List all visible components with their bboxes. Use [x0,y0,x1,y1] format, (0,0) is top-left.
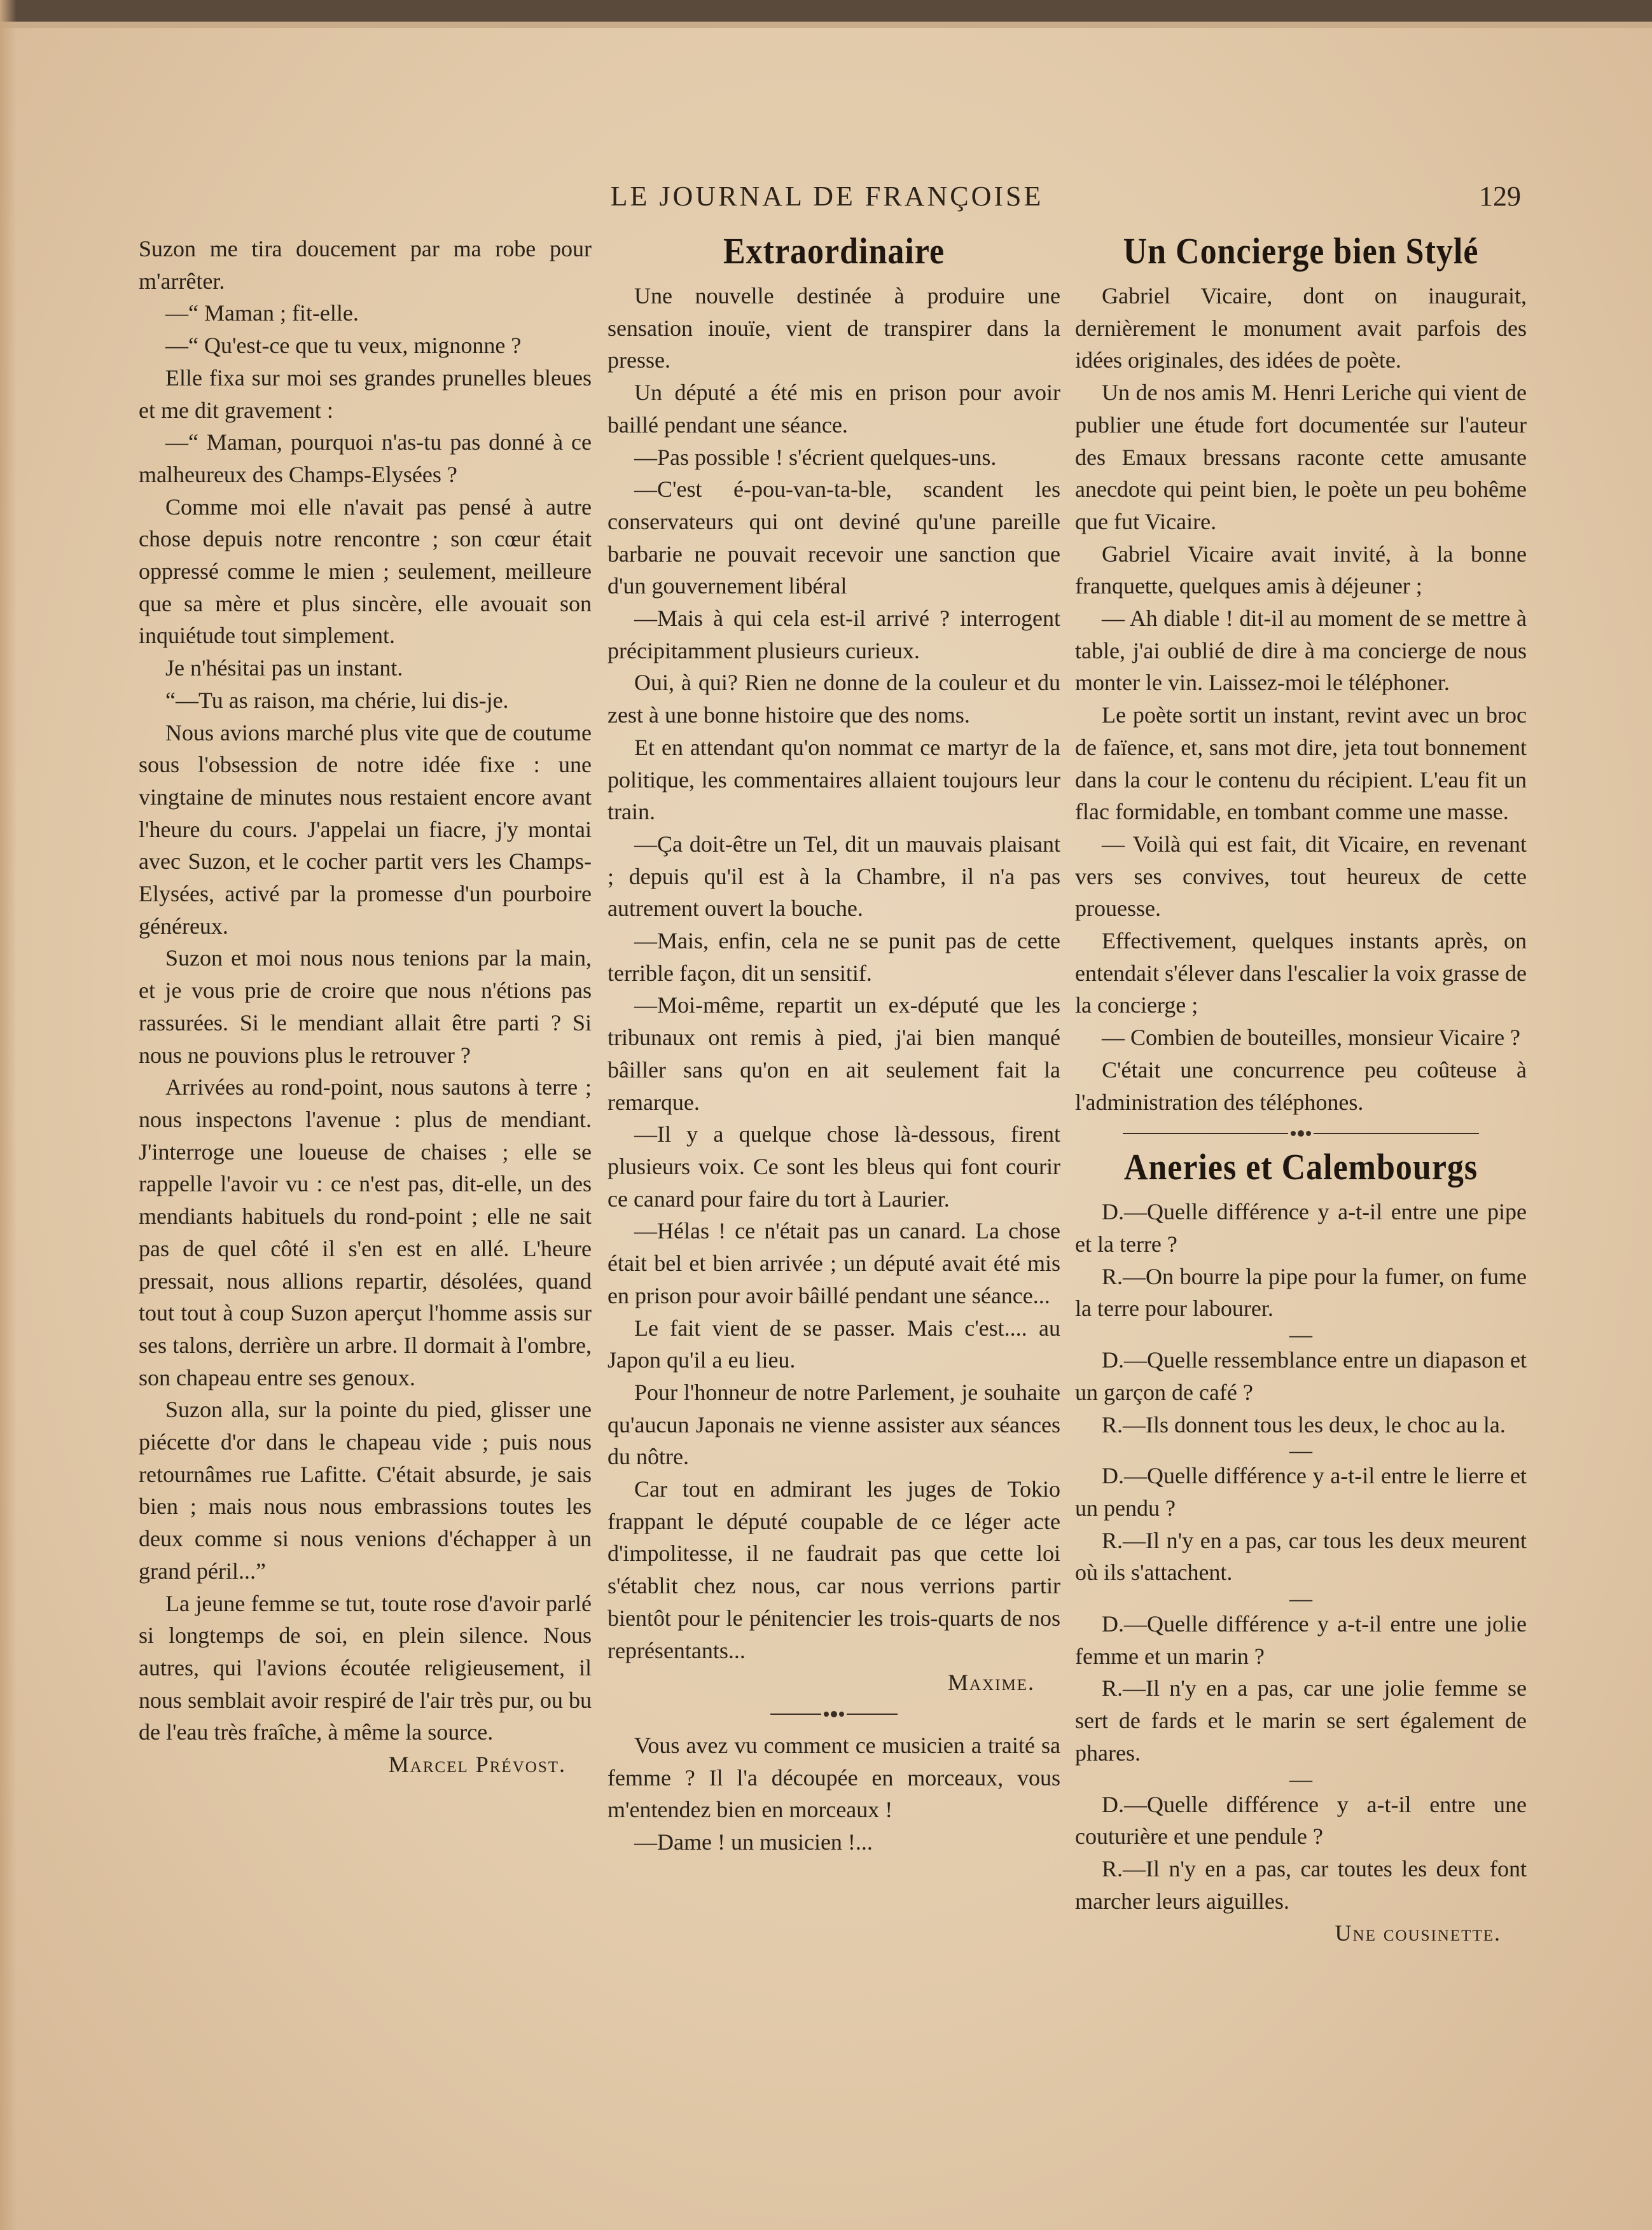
article-title: Un Concierge bien Stylé [1123,231,1479,272]
paragraph: Gabriel Vicaire, dont on inaugurait, dernièrement le monument avait parfois des idées originales, des idées de poète. [1075,283,1527,373]
dash-divider: — [1289,1437,1312,1464]
paragraph: Gabriel Vicaire avait invité, à la bonne franquette, quelques amis à déjeuner ; [1075,541,1527,599]
answer: R.—Ils donnent tous les deux, le choc au la. [1102,1411,1506,1437]
paragraph: —Dame ! un musicien !... [634,1829,873,1855]
paragraph: Oui, à qui? Rien ne donne de la couleur et du zest à une bonne histoire que des noms. [607,670,1060,728]
paragraph: Vous avez vu comment ce musicien a traité sa femme ? Il l'a découpée en morceaux, vous m'entendez bien en morceaux ! [607,1732,1060,1823]
paragraph: Nous avions marché plus vite que de coutume sous l'obsession de notre idée fixe : une vingtaine de minutes nous restaient encore avant l'heure du cours. J'appelai un fiacre, j'y montai avec Suzon, et le cocher partit vers les Champs-Elysées, activé par la promesse d'un pourboire généreux. [139,719,592,939]
paragraph: Suzon alla, sur la pointe du pied, glisser une piécette d'or dans le chapeau vide ; puis nous retournâmes rue Lafitte. C'était absurde, je sais bien ; mais nous nous embrassions toutes les deux comme si nous venions d'échapper à un grand péril...” [139,1397,592,1584]
author-signature: Une cousinette. [1335,1920,1501,1946]
paragraph: —“ Maman ; fit-elle. [165,300,359,326]
paragraph: Une nouvelle destinée à produire une sensation inouïe, vient de transpirer dans la presse. [607,283,1060,373]
paragraph: —Il y a quelque chose là-dessous, firent plusieurs voix. Ce sont les bleus qui font courir ce canard pour faire du tort à Laurier. [607,1121,1060,1212]
paragraph: — Voilà qui est fait, dit Vicaire, en revenant vers ses convives, tout heureux de cette prouesse. [1075,831,1527,922]
paragraph: Effectivement, quelques instants après, on entendait s'élever dans l'escalier la voix grasse de la concierge ; [1075,928,1527,1018]
question: D.—Quelle ressemblance entre un diapason et un garçon de café ? [1075,1347,1527,1405]
paragraph: Un de nos amis M. Henri Leriche qui vient de publier une étude fort documentée sur l'auteur des Emaux bressans raconte cette amusante anecdote qui peint bien, le poète un peu bohême que fut Vicaire. [1075,380,1527,534]
journal-title: LE JOURNAL DE FRANÇOISE [610,181,1044,212]
paragraph: La jeune femme se tut, toute rose d'avoir parlé si longtemps de soi, en plein silence. Nous autres, qui l'avions écoutée religieusement, il nous semblait avoir respiré de l'air très pur, ou bu de l'eau très fraîche, à même la source. [139,1590,592,1745]
paragraph: —Pas possible ! s'écrient quelques-uns. [634,444,997,470]
dash-divider: — [1289,1322,1312,1348]
paragraph: —“ Qu'est-ce que tu veux, mignonne ? [165,333,522,359]
dash-divider: — [1289,1766,1312,1792]
dash-divider: — [1289,1586,1312,1612]
paragraph: Suzon me tira doucement par ma robe pour m'arrêter. [139,236,592,294]
paragraph: Le poète sortit un instant, revint avec un broc de faïence, et, sans mot dire, jeta tout bonnement dans la cour le contenu du récipient. L'eau fit un flac formidable, en tombant comme une masse. [1075,702,1527,825]
paragraph: Suzon et moi nous nous tenions par la main, et je vous prie de croire que nous n'étions pas rassurées. Si le mendiant allait être parti ? Si nous ne pouvions plus le retrouver ? [139,945,592,1068]
answer: R.—Il n'y en a pas, car une jolie femme se sert de fards et le marin se sert également de phares. [1075,1675,1527,1766]
ornament-separator-icon [607,1699,1060,1729]
paragraph: Comme moi elle n'avait pas pensé à autre chose depuis notre rencontre ; son cœur était oppressé comme le mien ; seulement, meilleure que sa mère et plus sincère, elle avouait son inquiétude tout simplement. [139,494,592,649]
paragraph: Arrivées au rond-point, nous sautons à terre ; nous inspectons l'avenue : plus de mendiant. J'interroge une loueuse de chaises ; elle se rappelle l'avoir vu : ce n'est pas, dit-elle, un des mendiants habituels du rond-point ; elle ne sait pas de quel côté il s'en est en allé. L'heure pressait, nous allions repartir, désolées, quand tout tout à coup Suzon aperçut l'homme assis sur ses talons, derrière un arbre. Il dormait à l'ombre, son chapeau entre ses genoux. [139,1074,592,1390]
paragraph: — Ah diable ! dit-il au moment de se mettre à table, j'ai oublié de dire à ma concierge de nous monter le vin. Laissez-moi le téléphoner. [1075,606,1527,696]
paragraph: Un député a été mis en prison pour avoir baillé pendant une séance. [607,380,1060,438]
page-top-edge [0,22,1652,28]
paragraph: Elle fixa sur moi ses grandes prunelles bleues et me dit gravement : [139,364,592,423]
article-title: Aneries et Calembourgs [1123,1147,1478,1188]
paragraph: —Mais à qui cela est-il arrivé ? interrogent précipitamment plusieurs curieux. [607,606,1060,663]
paragraph: —“ Maman, pourquoi n'as-tu pas donné à ce malheureux des Champs-Elysées ? [139,429,592,487]
column-left [139,233,592,1781]
paragraph: —Mais, enfin, cela ne se punit pas de cette terrible façon, dit un sensitif. [607,928,1060,986]
author-signature: Marcel Prévost. [388,1752,566,1778]
column-middle [607,233,1060,1859]
page-number: 129 [1479,181,1521,212]
paragraph: “—Tu as raison, ma chérie, lui dis-je. [165,687,509,713]
page-left-edge [0,0,17,2230]
column-right [1075,233,1527,1950]
paragraph: Car tout en admirant les juges de Tokio frappant le député coupable de ce léger acte d'impolitesse, il ne faudrait pas que cette loi s'établit chez nous, car nous verrions partir bientôt pour le pénitencier les trois-quarts de nos représentants... [607,1476,1060,1663]
paragraph: C'était une concurrence peu coûteuse à l'administration des téléphones. [1075,1056,1527,1115]
question: D.—Quelle différence y a-t-il entre le lierre et un pendu ? [1075,1463,1527,1521]
paragraph: Je n'hésitai pas un instant. [165,655,403,681]
question: D.—Quelle différence y a-t-il entre une pipe et la terre ? [1075,1199,1527,1257]
paragraph: Le fait vient de se passer. Mais c'est.... au Japon qu'il a eu lieu. [607,1315,1060,1373]
scanner-top-band [0,0,1652,22]
article-title: Extraordinaire [723,231,945,272]
paragraph: —C'est é-pou-van-ta-ble, scandent les conservateurs qui ont deviné qu'une pareille barbarie ne pouvait recevoir une sanction que d'un gouvernement libéral [607,476,1060,599]
ornament-separator-icon [1075,1118,1527,1149]
paragraph: —Moi-même, repartit un ex-député que les tribunaux ont remis à pied, j'ai bien manqué bâiller sans qu'on en ait seulement fait la remarque. [607,992,1060,1115]
question: D.—Quelle différence y a-t-il entre une couturière et une pendule ? [1075,1791,1527,1850]
question: D.—Quelle différence y a-t-il entre une jolie femme et un marin ? [1075,1611,1527,1669]
paragraph: — Combien de bouteilles, monsieur Vicaire ? [1102,1025,1521,1051]
paragraph: Pour l'honneur de notre Parlement, je souhaite qu'aucun Japonais ne vienne assister aux séances du nôtre. [607,1379,1060,1470]
author-signature: Maxime. [948,1670,1035,1696]
answer: R.—Il n'y en a pas, car toutes les deux font marcher leurs aiguilles. [1075,1855,1527,1914]
answer: R.—On bourre la pipe pour la fumer, on fume la terre pour labourer. [1075,1263,1527,1322]
paragraph: Et en attendant qu'on nommat ce martyr de la politique, les commentaires allaient toujours leur train. [607,734,1060,825]
answer: R.—Il n'y en a pas, car tous les deux meurent où ils s'attachent. [1075,1527,1527,1586]
paragraph: —Ça doit-être un Tel, dit un mauvais plaisant ; depuis qu'il est à la Chambre, il n'a pas autrement ouvert la bouche. [607,831,1060,922]
paragraph: —Hélas ! ce n'était pas un canard. La chose était bel et bien arrivée ; un député avait été mis en prison pour avoir bâillé pendant une séance... [607,1218,1060,1308]
